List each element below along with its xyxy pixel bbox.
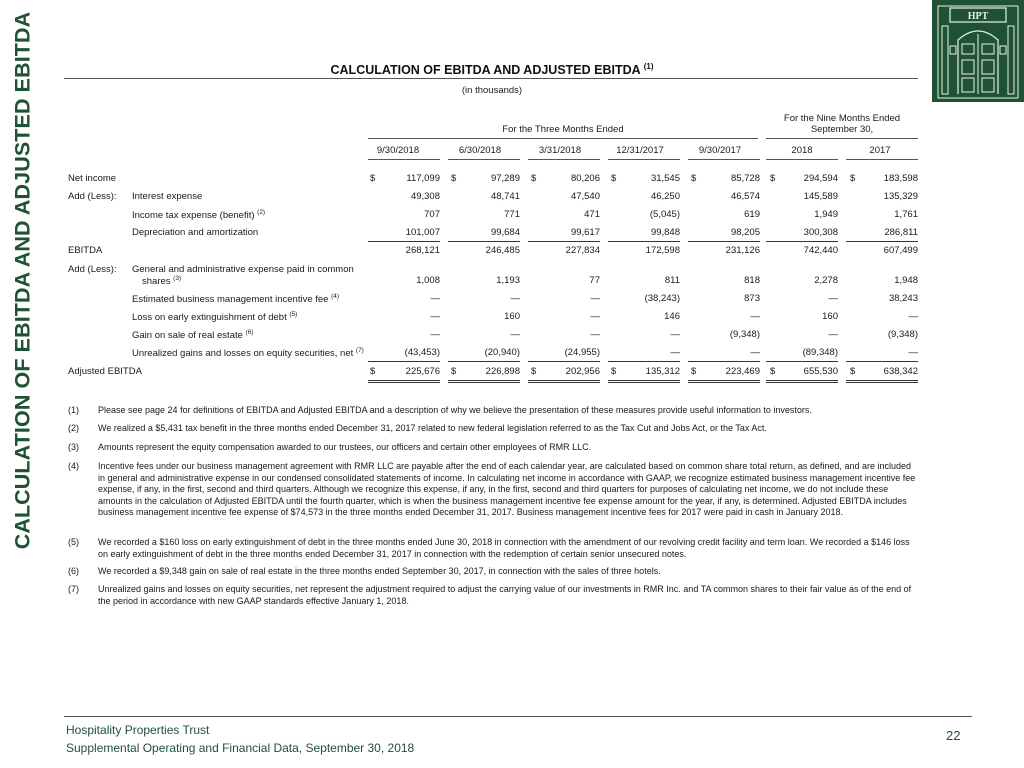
table-cell: 1,761 — [894, 209, 918, 220]
table-cell: 607,499 — [883, 245, 918, 256]
table-row-depreciation — [0, 227, 1024, 241]
subtotal-rule — [448, 361, 520, 362]
subtotal-rule — [368, 361, 440, 362]
table-cell: 202,956 — [565, 366, 600, 377]
table-cell: — — [510, 329, 520, 340]
table-cell: (5,045) — [649, 209, 680, 220]
table-row-general-admin — [0, 264, 1024, 290]
table-cell: 227,834 — [565, 245, 600, 256]
column-rule — [368, 159, 440, 160]
total-double-rule — [766, 380, 838, 383]
table-row-loss-debt — [0, 311, 1024, 325]
table-cell: 48,741 — [490, 191, 520, 202]
table-cell: 300,308 — [803, 227, 838, 238]
table-row-net-income — [0, 173, 1024, 187]
table-cell: — — [590, 293, 600, 304]
subtotal-rule — [766, 241, 838, 242]
row-label: Interest expense — [132, 191, 203, 202]
table-cell: 135,329 — [883, 191, 918, 202]
table-cell: 49,308 — [410, 191, 440, 202]
table-cell: 223,469 — [725, 366, 760, 377]
table-row-adjusted-ebitda — [0, 366, 1024, 380]
footer-company: Hospitality Properties Trust — [66, 723, 210, 737]
table-row-incentive-fee — [0, 293, 1024, 307]
table-cell: 172,598 — [645, 245, 680, 256]
column-header: 6/30/2018 — [458, 145, 502, 156]
table-cell: 226,898 — [485, 366, 520, 377]
table-cell: — — [750, 311, 760, 322]
table-cell: — — [670, 329, 680, 340]
total-double-rule — [846, 380, 918, 383]
table-cell: 135,312 — [645, 366, 680, 377]
row-label: Depreciation and amortization — [132, 227, 259, 238]
title-divider — [64, 78, 918, 79]
subtotal-rule — [608, 241, 680, 242]
total-double-rule — [608, 380, 680, 383]
table-cell: 471 — [584, 209, 600, 220]
footer-report-title: Supplemental Operating and Financial Data, September 30, 2018 — [66, 741, 415, 755]
three-months-header: For the Three Months Ended — [502, 124, 624, 135]
table-cell: 31,545 — [650, 173, 680, 184]
nine-months-rule — [766, 138, 918, 139]
page-subtitle: (in thousands) — [461, 85, 523, 96]
row-label: Gain on sale of real estate $^{(6)}$ — [132, 329, 254, 342]
table-cell: 77 — [589, 275, 600, 286]
table-cell: 873 — [744, 293, 760, 304]
table-cell: 1,193 — [496, 275, 520, 286]
table-cell: — — [510, 293, 520, 304]
table-cell: 294,594 — [803, 173, 838, 184]
table-cell: 145,589 — [803, 191, 838, 202]
currency-symbol: $ — [850, 366, 856, 377]
row-label: Unrealized gains and losses on equity securities, net $^{(7)}$ — [132, 347, 364, 360]
side-title: CALCULATION OF EBITDA AND ADJUSTED EBITDA — [10, 11, 35, 549]
table-cell: 1,008 — [416, 275, 440, 286]
table-cell: 707 — [424, 209, 440, 220]
row-label: Net income — [68, 173, 117, 184]
logo-text: HPT — [967, 11, 989, 22]
subtotal-rule — [688, 241, 760, 242]
table-cell: 46,574 — [730, 191, 760, 202]
total-double-rule — [448, 380, 520, 383]
currency-symbol: $ — [691, 173, 697, 184]
table-cell: — — [430, 293, 440, 304]
table-cell: 99,617 — [570, 227, 600, 238]
subtotal-rule — [846, 361, 918, 362]
table-cell: 1,949 — [814, 209, 838, 220]
table-cell: 98,205 — [730, 227, 760, 238]
row-label: Loss on early extinguishment of debt $^{(5)}$ — [132, 311, 298, 324]
three-months-rule — [368, 138, 758, 139]
column-header: 2017 — [869, 145, 891, 156]
row-label: EBITDA — [68, 245, 103, 256]
column-rule — [608, 159, 680, 160]
currency-symbol: $ — [850, 173, 856, 184]
footer-divider — [64, 716, 972, 717]
table-cell: (9,348) — [729, 329, 760, 340]
table-cell: 231,126 — [725, 245, 760, 256]
currency-symbol: $ — [451, 173, 457, 184]
table-cell: 638,342 — [883, 366, 918, 377]
table-row-interest-expense — [0, 191, 1024, 205]
subtotal-rule — [528, 361, 600, 362]
row-label: Estimated business management incentive fee $^{(4)}$ — [132, 293, 340, 306]
currency-symbol: $ — [370, 366, 376, 377]
currency-symbol: $ — [611, 173, 617, 184]
row-label: Adjusted EBITDA — [68, 366, 142, 377]
footnote: (2) We realized a $5,431 tax benefit in the three months ended December 31, 2017 related to new federal legislation referred to as the Tax Cut and Jobs Act, or the Tax Act. — [68, 423, 767, 433]
table-cell: 46,250 — [650, 191, 680, 202]
table-cell: 99,848 — [650, 227, 680, 238]
total-double-rule — [528, 380, 600, 383]
column-rule — [846, 159, 918, 160]
currency-symbol: $ — [370, 173, 376, 184]
currency-symbol: $ — [770, 173, 776, 184]
row-prefix: Add (Less): — [68, 191, 117, 202]
total-double-rule — [368, 380, 440, 383]
subtotal-rule — [766, 361, 838, 362]
table-cell: 268,121 — [405, 245, 440, 256]
building-facade-icon — [932, 0, 1024, 102]
footnote: (6) We recorded a $9,348 gain on sale of real estate in the three months ended September 30, 2017, in connection with the sales of three hotels. — [68, 566, 661, 576]
currency-symbol: $ — [451, 366, 457, 377]
column-rule — [688, 159, 760, 160]
subtotal-rule — [846, 241, 918, 242]
table-cell: 183,598 — [883, 173, 918, 184]
column-rule — [528, 159, 600, 160]
table-cell: 811 — [664, 275, 680, 286]
table-row-income-tax — [0, 209, 1024, 223]
table-cell: 286,811 — [884, 227, 918, 238]
row-prefix: Add (Less): — [68, 264, 117, 275]
currency-symbol: $ — [531, 173, 537, 184]
table-cell: 225,676 — [405, 366, 440, 377]
currency-symbol: $ — [611, 366, 617, 377]
table-cell: 99,684 — [490, 227, 520, 238]
subtotal-rule — [448, 241, 520, 242]
table-cell: — — [590, 311, 600, 322]
table-cell: 80,206 — [570, 173, 600, 184]
table-cell: 160 — [504, 311, 520, 322]
table-row-ebitda — [0, 245, 1024, 259]
table-cell: 117,099 — [406, 173, 440, 184]
table-cell: (43,453) — [404, 347, 440, 358]
table-cell: 246,485 — [485, 245, 520, 256]
page-title: CALCULATION OF EBITDA AND ADJUSTED EBITDA $^{(1)}$ — [330, 62, 654, 78]
column-header: 9/30/2017 — [698, 145, 742, 156]
footnote: (7) Unrealized gains and losses on equity securities, net represent the adjustment required to adjust the carrying value of our investments in RMR Inc. and TA common shares to their fair value as of the end of the period in accordance with new GAAP standards effective January 1, 2018. — [68, 584, 912, 606]
table-cell: 619 — [744, 209, 760, 220]
table-cell: (24,955) — [564, 347, 600, 358]
hpt-logo — [932, 0, 1024, 102]
column-header: 3/31/2018 — [538, 145, 582, 156]
row-label-continued: shares $^{(3)}$ — [142, 275, 182, 288]
total-double-rule — [688, 380, 760, 383]
table-cell: — — [908, 347, 918, 358]
table-row-gain-sale — [0, 329, 1024, 343]
table-cell: 160 — [822, 311, 838, 322]
column-rule — [448, 159, 520, 160]
table-cell: — — [828, 329, 838, 340]
footnote: (1) Please see page 24 for definitions of EBITDA and Adjusted EBITDA and a description of why we believe the presentation of these measures provide useful information to investors. — [68, 405, 812, 415]
currency-symbol: $ — [691, 366, 697, 377]
subtotal-rule — [688, 361, 760, 362]
table-cell: 2,278 — [814, 275, 838, 286]
currency-symbol: $ — [531, 366, 537, 377]
column-header: 9/30/2018 — [376, 145, 420, 156]
table-cell: — — [908, 311, 918, 322]
table-cell: — — [430, 311, 440, 322]
nine-months-header-line2: September 30, — [810, 124, 874, 135]
table-cell: 146 — [664, 311, 680, 322]
footnote: (3) Amounts represent the equity compensation awarded to our trustees, our officers and certain other employees of RMR LLC. — [68, 442, 592, 452]
subtotal-rule — [608, 361, 680, 362]
table-cell: 85,728 — [730, 173, 760, 184]
page-number: 22 — [946, 728, 961, 743]
column-rule — [766, 159, 838, 160]
row-label: Income tax expense (benefit) $^{(2)}$ — [132, 209, 266, 222]
nine-months-header-line1: For the Nine Months Ended — [783, 113, 901, 124]
row-label: General and administrative expense paid in common — [132, 264, 354, 275]
table-cell: 1,948 — [894, 275, 918, 286]
table-cell: — — [828, 293, 838, 304]
subtotal-rule — [528, 241, 600, 242]
subtotal-rule — [368, 241, 440, 242]
table-cell: (38,243) — [644, 293, 680, 304]
footnote: (5) We recorded a $160 loss on early extinguishment of debt in the three months ended June 30, 2018 in connection with the amendment of our revolving credit facility and term loan. We recorded a $146 loss on early extinguishment of debt in the three months ended December 31, 2017 in connection with the redemption of certain senior unsecured notes. — [68, 537, 910, 559]
table-cell: 101,007 — [405, 227, 440, 238]
currency-symbol: $ — [770, 366, 776, 377]
table-cell: 655,530 — [803, 366, 838, 377]
table-cell: — — [750, 347, 760, 358]
table-cell: — — [590, 329, 600, 340]
table-cell: 771 — [504, 209, 520, 220]
table-cell: (89,348) — [802, 347, 838, 358]
footnote: (4) Incentive fees under our business management agreement with RMR LLC are payable after the end of each calendar year, are calculated based on common share total return, as defined, and are included in general and administrative expense in our condensed consolidated statements of income. In calculating net income in accordance with GAAP, we recognize estimated business management incentive fee expense, if any, in the first, second and third quarters. Although we recognize this expense, if any, in the first, second and third quarters for purposes of calculating net income, we do not include these amounts in the calculation of Adjusted EBITDA until the fourth quarter, which is when the business management incentive fee expense amount for the year, if any, is determined. Adjusted EBITDA includes business management incentive fee expense of $74,573 in the three months ended December 31, 2017. Business management incentive fees for 2017 were paid in cash in January 2018. — [68, 461, 916, 517]
column-header: 2018 — [791, 145, 813, 156]
column-header: 12/31/2017 — [616, 145, 664, 156]
table-cell: 38,243 — [888, 293, 918, 304]
table-cell: (9,348) — [887, 329, 918, 340]
table-cell: 97,289 — [490, 173, 520, 184]
table-cell: — — [430, 329, 440, 340]
table-row-unrealized-gains — [0, 347, 1024, 361]
table-cell: — — [670, 347, 680, 358]
table-cell: 47,540 — [570, 191, 600, 202]
table-cell: (20,940) — [484, 347, 520, 358]
table-cell: 742,440 — [803, 245, 838, 256]
table-cell: 818 — [744, 275, 760, 286]
